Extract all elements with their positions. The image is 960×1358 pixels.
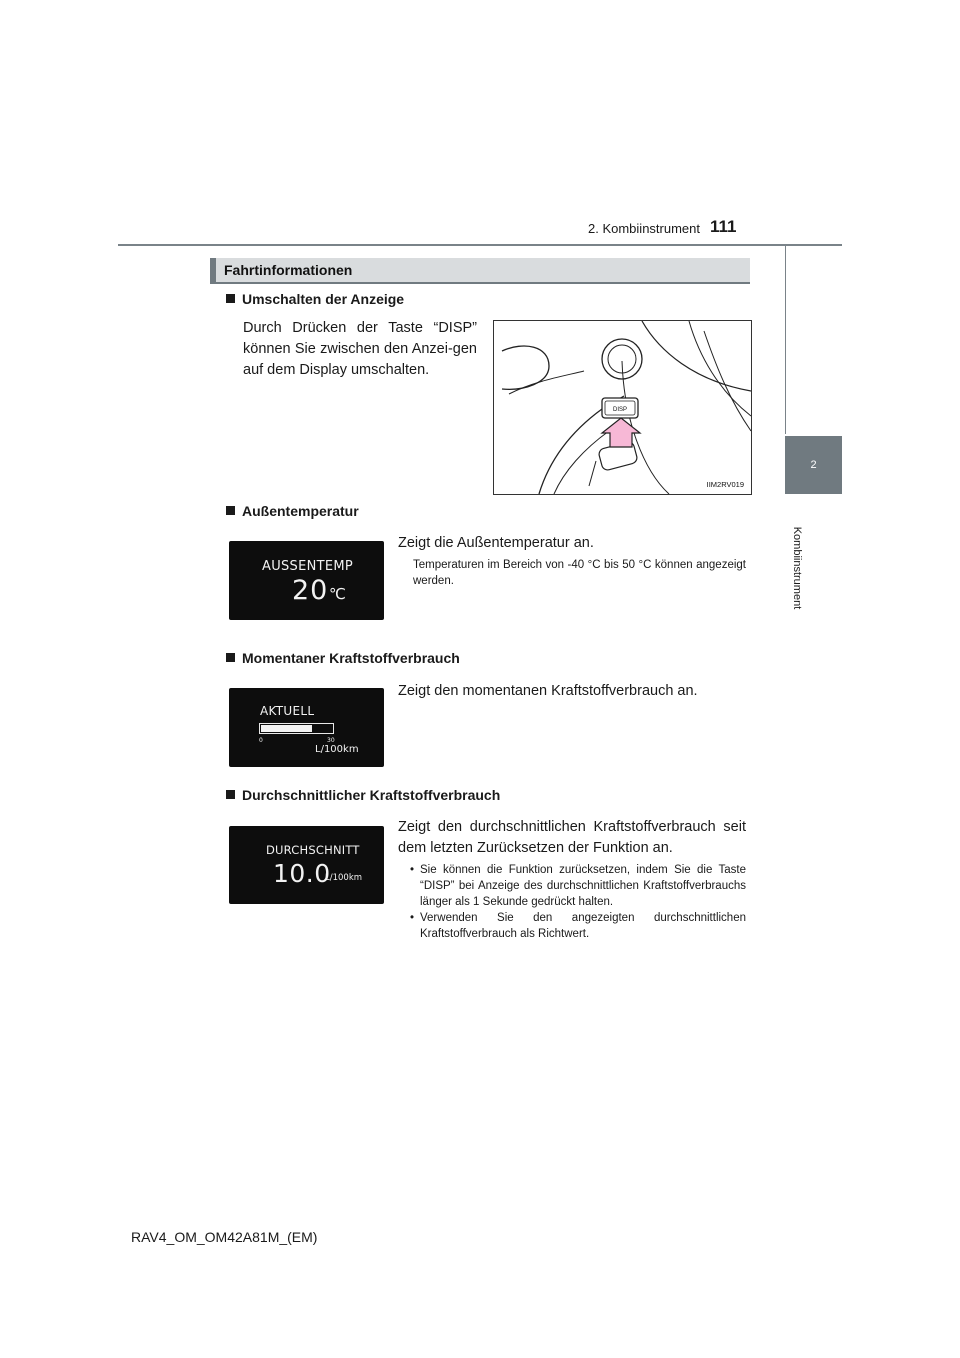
steering-wheel-illustration: [493, 320, 752, 495]
outside-temp-unit: ℃: [329, 585, 346, 603]
outside-temp-text: Zeigt die Außentemperatur an.: [398, 535, 594, 551]
square-bullet-icon: [226, 790, 235, 799]
outside-temp-value: 20: [292, 575, 329, 606]
disp-button-label: DISP: [612, 407, 628, 413]
current-fuel-unit: L/100km: [315, 744, 359, 755]
figure-code: IIM2RV019: [706, 480, 744, 489]
list-item: • Sie können die Funktion zurücksetzen, indem Sie die Taste “DISP” bei Anzeige des durchschnittlichen Kraftstoffverbrauchs länger als 1 Sekunde gedrückt halten.: [408, 862, 746, 910]
section-header-bar: [210, 258, 216, 282]
average-fuel-value: 10.0: [273, 859, 331, 888]
current-fuel-scale-min: 0: [259, 737, 263, 744]
average-fuel-title: DURCHSCHNITT: [266, 843, 360, 857]
display-switch-text: Durch Drücken der Taste “DISP” können Sie zwischen den Anzei-gen auf dem Display umschalten.: [243, 320, 477, 378]
subheading-current-fuel: Momentaner Kraftstoffverbrauch: [226, 650, 460, 666]
square-bullet-icon: [226, 294, 235, 303]
header-rule: [118, 244, 842, 246]
average-fuel-bullets: [408, 862, 746, 942]
current-fuel-text: Zeigt den momentanen Kraftstoffverbrauch an.: [398, 683, 698, 699]
page-number: 111: [710, 217, 737, 236]
current-fuel-scale-max: 30: [327, 737, 335, 744]
current-fuel-bar: [259, 723, 334, 734]
list-item: • Verwenden Sie den angezeigten durchschnittlichen Kraftstoffverbrauch als Richtwert.: [408, 910, 746, 942]
subheading-display-switch: Umschalten der Anzeige: [226, 291, 404, 307]
current-fuel-bar-fill: [261, 725, 312, 732]
current-fuel-display: [229, 688, 384, 767]
square-bullet-icon: [226, 653, 235, 662]
average-fuel-text: Zeigt den durchschnittlichen Kraftstoffverbrauch seit dem letzten Zurücksetzen der Funktion an.: [398, 819, 746, 856]
side-tab-number: 2: [785, 436, 842, 494]
document-code: RAV4_OM_OM42A81M_(EM): [131, 1229, 318, 1245]
subheading-average-fuel: Durchschnittlicher Kraftstoffverbrauch: [226, 787, 500, 803]
side-tab-connector: [785, 244, 842, 434]
current-fuel-title: AKTUELL: [260, 704, 315, 718]
steering-wheel-drawing: [494, 321, 751, 494]
section-header: [210, 258, 750, 284]
square-bullet-icon: [226, 506, 235, 515]
chapter-title: 2. Kombiinstrument: [588, 221, 700, 236]
section-title: Fahrtinformationen: [224, 262, 353, 278]
average-fuel-display: [229, 826, 384, 904]
outside-temp-title: AUSSENTEMP: [262, 559, 354, 574]
outside-temp-note: Temperaturen im Bereich von -40 °C bis 50 °C können angezeigt werden.: [413, 559, 746, 587]
subheading-outside-temp: Außentemperatur: [226, 503, 359, 519]
average-fuel-unit: L/100km: [325, 873, 363, 883]
side-tab-label: Kombiinstrument: [791, 526, 803, 610]
outside-temp-display: [229, 541, 384, 620]
